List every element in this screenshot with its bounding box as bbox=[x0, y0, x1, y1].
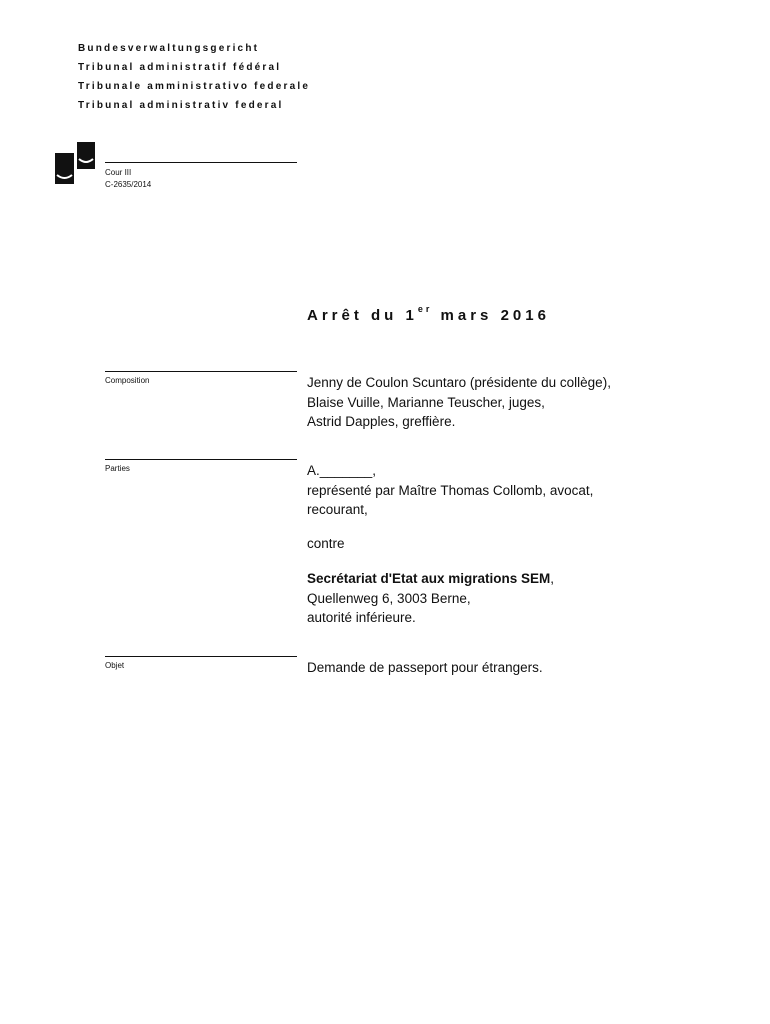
subject-divider bbox=[105, 656, 297, 657]
court-logo bbox=[55, 142, 97, 186]
respondent-line: autorité inférieure. bbox=[307, 610, 416, 625]
versus-text: contre bbox=[307, 536, 345, 551]
court-name-romansh: Tribunal administrativ federal bbox=[78, 100, 284, 111]
title-prefix: Arrêt du 1 bbox=[307, 307, 418, 324]
appellant-line: A._______, bbox=[307, 463, 377, 478]
title-superscript: er bbox=[417, 304, 433, 314]
title-suffix: mars 2016 bbox=[432, 307, 550, 324]
case-number: C-2635/2014 bbox=[105, 180, 152, 189]
appellant-line: représenté par Maître Thomas Collomb, avocat, bbox=[307, 482, 594, 498]
respondent-line: Quellenweg 6, 3003 Berne, bbox=[307, 590, 471, 606]
composition-line: Astrid Dapples, greffière. bbox=[307, 414, 456, 429]
judgment-title bbox=[307, 304, 550, 324]
court-logo-icon bbox=[55, 142, 97, 186]
court-name-german: Bundesverwaltungsgericht bbox=[78, 43, 260, 54]
respondent-name-line bbox=[307, 569, 554, 589]
composition-text bbox=[307, 373, 611, 432]
court-names-header bbox=[78, 39, 310, 115]
composition-label: Composition bbox=[105, 376, 150, 385]
composition-line: Blaise Vuille, Marianne Teuscher, juges, bbox=[307, 394, 545, 410]
subject-text: Demande de passeport pour étrangers. bbox=[307, 660, 543, 675]
header-divider bbox=[105, 162, 297, 163]
respondent-block bbox=[307, 569, 554, 628]
court-name-italian: Tribunale amministrativo federale bbox=[78, 81, 311, 92]
appellant-line: recourant, bbox=[307, 502, 368, 517]
parties-divider bbox=[105, 459, 297, 460]
composition-divider bbox=[105, 371, 297, 372]
parties-label: Parties bbox=[105, 464, 130, 473]
appellant-block bbox=[307, 461, 593, 520]
court-department: Cour III bbox=[105, 168, 132, 177]
composition-line: Jenny de Coulon Scuntaro (présidente du collège), bbox=[307, 375, 611, 390]
subject-label: Objet bbox=[105, 661, 125, 670]
court-name-french: Tribunal administratif fédéral bbox=[78, 62, 282, 73]
respondent-name: Secrétariat d'Etat aux migrations SEM bbox=[307, 571, 551, 586]
respondent-name-suffix: , bbox=[550, 571, 555, 586]
